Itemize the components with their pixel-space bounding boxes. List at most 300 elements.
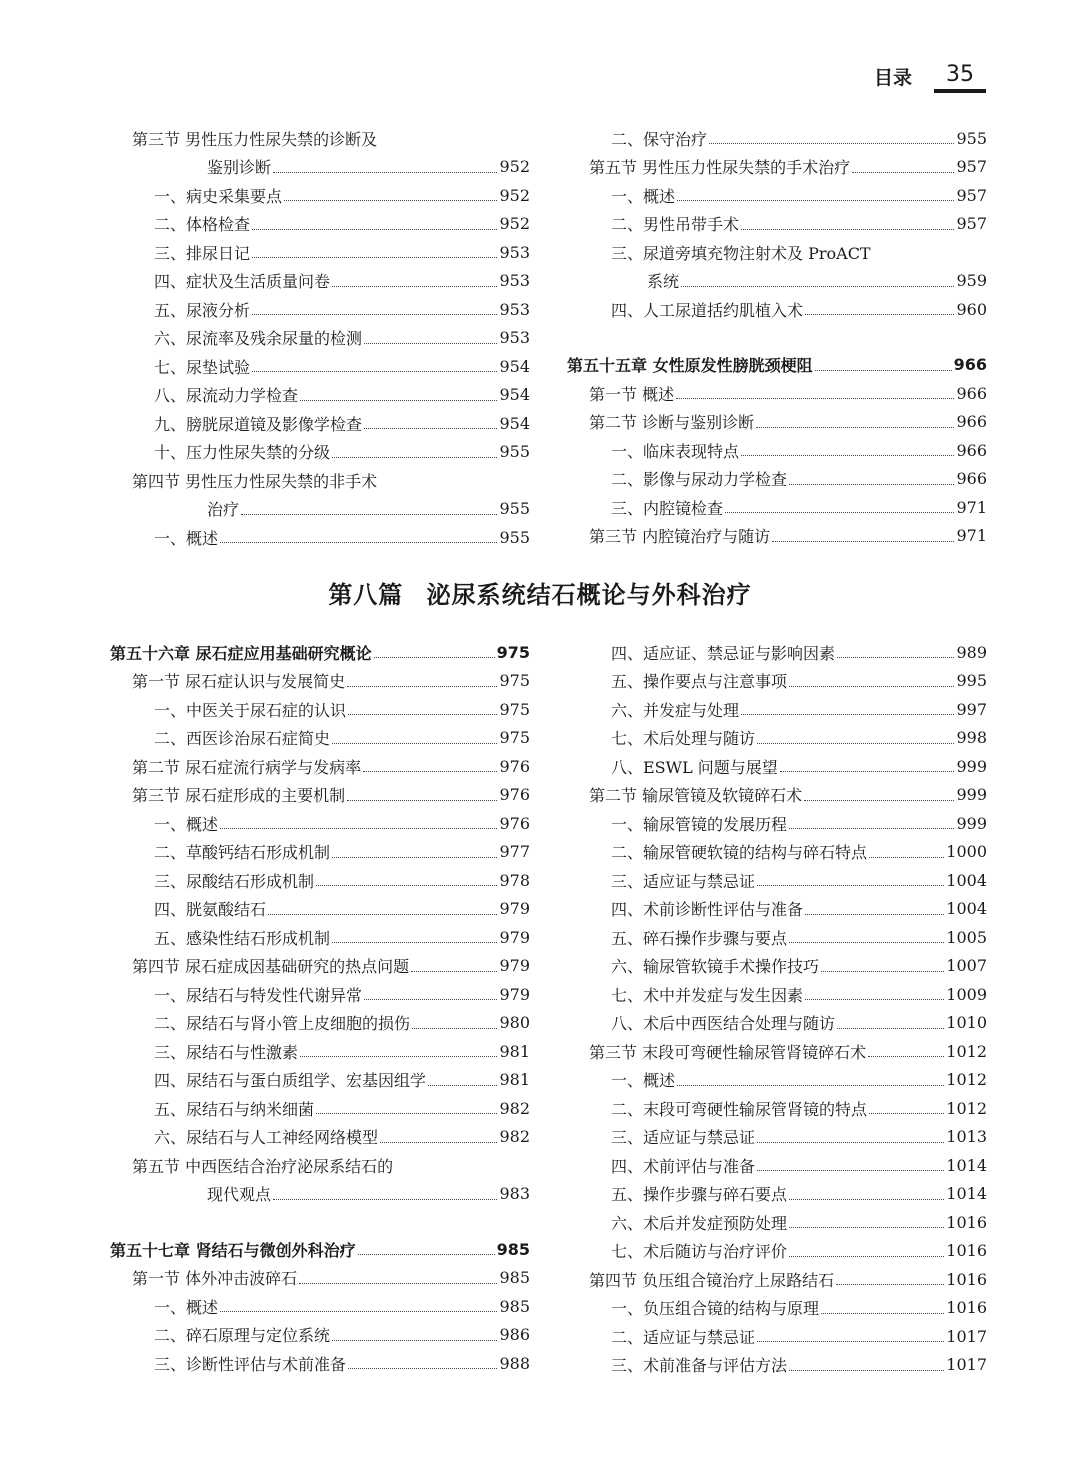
toc-entry-item [567,923,987,952]
toc-entry-item [567,181,987,210]
toc-entry-page: 955 [499,499,530,519]
toc-entry-text: 二、体格检查 [154,215,251,235]
toc-entry-page: 1016 [946,1241,987,1261]
dot-leader [789,1226,944,1228]
dot-leader [252,228,497,230]
toc-entry-cont [110,1180,530,1209]
dot-leader [364,427,497,429]
toc-entry-section [567,781,987,810]
toc-entry-text: 六、输尿管软镜手术操作技巧 [611,957,820,977]
dot-leader [348,713,497,715]
toc-entry-text: 四、症状及生活质量问卷 [154,272,331,292]
toc-entry-page: 1000 [946,842,987,862]
dot-leader [677,199,954,201]
toc-entry-item [567,667,987,696]
dot-leader [821,970,944,972]
toc-entry-item [110,1321,530,1350]
toc-entry-page: 976 [499,756,530,776]
header-title: 目录 [873,67,912,89]
toc-entry-section [110,1264,530,1293]
toc-entry-item [110,324,530,353]
toc-entry-page: 1013 [946,1127,987,1147]
toc-entry-item [567,1009,987,1038]
toc-entry-page: 1007 [946,956,987,976]
toc-entry-item [567,952,987,981]
toc-entry-page: 1005 [946,927,987,947]
toc-entry-page: 1010 [946,1013,987,1033]
dot-leader [252,313,497,315]
toc-entry-item [567,1322,987,1351]
dot-leader [273,1198,497,1200]
dot-leader [677,1084,944,1086]
dot-leader [220,827,497,829]
toc-entry-item [567,1351,987,1380]
toc-entry-page: 998 [956,728,987,748]
toc-entry-text: 二、尿结石与肾小管上皮细胞的损伤 [154,1014,411,1034]
toc-entry-item [567,638,987,667]
toc-entry-text: 五、碎石操作步骤与要点 [611,928,788,948]
toc-entry-section [110,752,530,781]
dot-leader [789,1369,944,1371]
toc-entry-page: 1012 [946,1098,987,1118]
toc-entry-text: 三、尿酸结石形成机制 [154,871,315,891]
toc-entry-item [567,724,987,753]
toc-entry-text: 二、影像与尿动力学检查 [611,470,788,490]
dot-leader [380,1141,497,1143]
toc-entry-item [110,1123,530,1152]
toc-entry-text: 一、概述 [154,1297,219,1317]
toc-entry-page: 981 [499,1070,530,1090]
dot-leader [241,513,497,515]
toc-entry-text: 八、尿流动力学检查 [154,386,299,406]
dot-leader [837,1027,944,1029]
toc-entry-text: 二、碎石原理与定位系统 [154,1326,331,1346]
toc-entry-text: 二、输尿管硬软镜的结构与碎石特点 [611,843,868,863]
toc-entry-page: 979 [499,899,530,919]
dot-leader [412,1027,497,1029]
dot-leader [273,171,497,173]
dot-leader [347,685,497,687]
toc-entry-text: 二、西医诊治尿石症简史 [154,729,331,749]
toc-entry-text: 六、并发症与处理 [611,700,740,720]
toc-entry-text: 第四节 负压组合镜治疗上尿路结石 [589,1270,835,1290]
dot-leader [709,142,954,144]
toc-entry-text: 四、适应证、禁忌证与影响因素 [611,643,836,663]
toc-entry-text: 第五十五章 女性原发性膀胱颈梗阻 [567,356,813,376]
dot-leader [789,483,954,485]
page-number: 35 [934,62,986,93]
dot-leader [789,1198,944,1200]
toc-entry-chapter [110,1235,530,1264]
toc-bottom-left-column [110,638,530,1398]
dot-leader [869,1112,944,1114]
toc-entry-page: 976 [499,813,530,833]
toc-entry-text: 一、临床表现特点 [611,441,740,461]
toc-entry-item [110,267,530,296]
dot-leader [681,285,954,287]
toc-entry-page: 953 [499,242,530,262]
toc-entry-item [110,1066,530,1095]
toc-entry-page: 957 [956,157,987,177]
dot-leader [789,941,944,943]
toc-entry-item [567,436,987,465]
dot-leader [347,799,497,801]
toc-entry-item [110,895,530,924]
toc-entry-text: 四、胱氨酸结石 [154,900,267,920]
toc-entry-text: 四、尿结石与蛋白质组学、宏基因组学 [154,1071,427,1091]
toc-entry-text: 第一节 体外冲击波碎石 [132,1269,298,1289]
dot-leader [363,770,497,772]
toc-entry-item [110,210,530,239]
toc-entry-item [110,980,530,1009]
toc-entry-page: 975 [499,699,530,719]
toc-entry-text: 三、诊断性评估与术前准备 [154,1354,347,1374]
toc-entry-text: 三、尿结石与性激素 [154,1042,299,1062]
toc-entry-page: 971 [956,526,987,546]
toc-entry-page: 953 [499,328,530,348]
toc-entry-page: 1014 [946,1184,987,1204]
toc-entry-text: 一、尿结石与特发性代谢异常 [154,985,363,1005]
toc-entry-item [567,124,987,153]
toc-entry-section [567,379,987,408]
toc-entry-text: 二、草酸钙结石形成机制 [154,843,331,863]
toc-entry-text: 八、ESWL 问题与展望 [611,757,778,777]
toc-entry-page: 954 [499,413,530,433]
toc-entry-item [567,980,987,1009]
toc-entry-text: 第五十七章 肾结石与微创外科治疗 [110,1240,356,1260]
toc-entry-page: 1017 [946,1355,987,1375]
toc-entry-page: 953 [499,271,530,291]
toc-entry-item [110,695,530,724]
toc-entry-text: 三、适应证与禁忌证 [611,871,756,891]
toc-entry-text: 一、中医关于尿石症的认识 [154,700,347,720]
toc-entry-page: 1016 [946,1298,987,1318]
toc-entry-page: 1014 [946,1155,987,1175]
dot-leader [868,1055,944,1057]
toc-entry-item [110,295,530,324]
toc-entry-page: 982 [499,1127,530,1147]
toc-entry-item [567,210,987,239]
toc-entry-text: 五、感染性结石形成机制 [154,928,331,948]
toc-entry-page: 999 [956,785,987,805]
dot-leader [772,540,954,542]
dot-leader [789,1255,944,1257]
toc-entry-item [567,695,987,724]
dot-leader [789,685,954,687]
dot-leader [332,742,497,744]
dot-leader [757,884,944,886]
toc-entry-page: 966 [956,440,987,460]
dot-leader [316,884,497,886]
toc-entry-text: 三、内腔镜检查 [611,498,724,518]
toc-entry-page: 983 [499,1184,530,1204]
toc-entry-text: 第三节 尿石症形成的主要机制 [132,786,346,806]
toc-entry-section [110,952,530,981]
toc-entry-text: 一、概述 [611,1071,676,1091]
toc-entry-page: 977 [499,842,530,862]
toc-entry-page: 979 [499,927,530,947]
toc-entry-page: 959 [956,271,987,291]
toc-entry-text: 一、概述 [611,186,676,206]
dot-leader [428,1084,497,1086]
toc-entry-item [110,724,530,753]
toc-entry-page: 953 [499,299,530,319]
toc-entry-item [110,923,530,952]
toc-entry-text: 三、排尿日记 [154,243,251,263]
toc-entry-text: 第三节 末段可弯硬性输尿管肾镜碎石术 [589,1042,867,1062]
toc-entry-section [567,153,987,182]
dot-leader [220,1310,497,1312]
toc-entry-text: 二、保守治疗 [611,129,708,149]
dot-leader [757,1340,944,1342]
dot-leader [364,342,497,344]
toc-entry-text: 一、病史采集要点 [154,186,283,206]
toc-entry-page: 955 [499,527,530,547]
toc-top-right-column [567,124,987,554]
toc-entry-item [567,238,987,267]
dot-leader [316,1112,497,1114]
toc-entry-item [110,523,530,552]
toc-entry-section [110,1151,530,1180]
toc-entry-text: 六、术后并发症预防处理 [611,1213,788,1233]
toc-entry-item [567,1094,987,1123]
dot-leader [332,1339,497,1341]
toc-entry-chapter [110,638,530,667]
toc-entry-item [110,181,530,210]
toc-entry-text: 十、压力性尿失禁的分级 [154,443,331,463]
toc-entry-text: 五、尿结石与纳米细菌 [154,1099,315,1119]
dot-leader [374,656,495,658]
toc-entry-item [567,838,987,867]
dot-leader [332,285,497,287]
dot-leader [741,454,954,456]
toc-entry-page: 954 [499,356,530,376]
toc-entry-text: 一、概述 [154,528,219,548]
toc-entry-text: 五、操作要点与注意事项 [611,672,788,692]
dot-leader [358,1253,495,1255]
toc-entry-page: 954 [499,385,530,405]
toc-entry-page: 995 [956,671,987,691]
dot-leader [805,913,944,915]
toc-entry-item [567,1237,987,1266]
dot-leader [757,1141,944,1143]
dot-leader [852,171,954,173]
toc-entry-text: 四、人工尿道括约肌植入术 [611,300,804,320]
toc-entry-text: 第五节 中西医结合治疗泌尿系结石的 [132,1156,394,1176]
toc-entry-text: 一、概述 [154,814,219,834]
toc-entry-text: 第三节 男性压力性尿失禁的诊断及 [132,129,378,149]
toc-entry-text: 鉴别诊断 [207,158,272,178]
toc-entry-cont [110,153,530,182]
dot-leader [299,1282,497,1284]
toc-entry-text: 第二节 尿石症流行病学与发病率 [132,757,362,777]
toc-entry-text: 七、术后处理与随访 [611,729,756,749]
dot-leader [725,511,954,513]
toc-entry-page: 999 [956,756,987,776]
toc-entry-section [110,781,530,810]
toc-entry-page: 960 [956,299,987,319]
toc-entry-section [110,667,530,696]
toc-entry-page: 985 [496,1239,530,1259]
dot-leader [741,228,954,230]
dot-leader [348,1367,497,1369]
dot-leader [364,998,497,1000]
dot-leader [332,456,497,458]
dot-leader [332,856,497,858]
toc-entry-text: 三、术前准备与评估方法 [611,1356,788,1376]
dot-leader [332,941,497,943]
toc-entry-text: 第五十六章 尿石症应用基础研究概论 [110,643,372,663]
toc-entry-text: 五、操作步骤与碎石要点 [611,1185,788,1205]
toc-entry-page: 980 [499,1013,530,1033]
toc-entry-section [567,1265,987,1294]
toc-entry-page: 976 [499,785,530,805]
toc-entry-item [567,295,987,324]
toc-entry-text: 二、男性吊带手术 [611,215,740,235]
dot-leader [869,856,944,858]
toc-entry-item [567,1123,987,1152]
toc-entry-item [567,1066,987,1095]
toc-entry-page: 975 [499,728,530,748]
toc-entry-text: 八、术后中西医结合处理与随访 [611,1014,836,1034]
toc-top-left-column [110,124,530,554]
toc-entry-page: 952 [499,214,530,234]
toc-entry-text: 五、尿液分析 [154,300,251,320]
toc-entry-page: 997 [956,699,987,719]
toc-entry-item [567,895,987,924]
toc-entry-page: 985 [499,1268,530,1288]
dot-leader [756,426,954,428]
dot-leader [268,913,497,915]
toc-entry-page: 966 [956,412,987,432]
toc-entry-item [567,1151,987,1180]
toc-entry-item [110,1292,530,1321]
toc-entry-item [567,752,987,781]
toc-entry-text: 七、术后随访与治疗评价 [611,1242,788,1262]
dot-leader [676,397,954,399]
toc-entry-page: 957 [956,214,987,234]
toc-entry-item [567,493,987,522]
toc-entry-text: 二、末段可弯硬性输尿管肾镜的特点 [611,1099,868,1119]
toc-entry-page: 1004 [946,870,987,890]
toc-entry-page: 1016 [946,1269,987,1289]
toc-entry-text: 四、术前诊断性评估与准备 [611,900,804,920]
toc-entry-page: 982 [499,1098,530,1118]
dot-leader [805,998,944,1000]
toc-entry-text: 七、术中并发症与发生因素 [611,985,804,1005]
toc-entry-item [110,866,530,895]
toc-entry-text: 第五节 男性压力性尿失禁的手术治疗 [589,158,851,178]
toc-entry-text: 第二节 输尿管镜及软镜碎石术 [589,786,803,806]
toc-entry-item [110,409,530,438]
dot-leader [815,369,952,371]
toc-entry-text: 现代观点 [207,1185,272,1205]
toc-entry-page: 1012 [946,1070,987,1090]
toc-entry-text: 一、输尿管镜的发展历程 [611,814,788,834]
toc-entry-item [110,1009,530,1038]
toc-entry-section [567,408,987,437]
toc-entry-text: 六、尿结石与人工神经网络模型 [154,1128,379,1148]
toc-entry-page: 1004 [946,899,987,919]
toc-entry-item [110,238,530,267]
dot-leader [300,1055,497,1057]
toc-entry-text: 系统 [647,272,680,292]
part-title: 第八篇 泌尿系统结石概论与外科治疗 [328,581,752,609]
toc-entry-item [567,465,987,494]
dot-leader [821,1312,944,1314]
toc-entry-page: 1009 [946,984,987,1004]
toc-entry-page: 1012 [946,1041,987,1061]
dot-leader [757,742,954,744]
toc-entry-page: 979 [499,984,530,1004]
toc-entry-section [110,466,530,495]
toc-entry-item [110,838,530,867]
toc-entry-page: 952 [499,157,530,177]
toc-entry-page: 1017 [946,1326,987,1346]
toc-entry-text: 第四节 尿石症成因基础研究的热点问题 [132,957,410,977]
toc-entry-item [110,809,530,838]
toc-entry-text: 第一节 概述 [589,384,675,404]
toc-entry-text: 二、适应证与禁忌证 [611,1327,756,1347]
toc-entry-item [110,1094,530,1123]
toc-entry-item [110,438,530,467]
toc-entry-item [110,1037,530,1066]
toc-entry-page: 957 [956,185,987,205]
toc-entry-page: 966 [953,355,987,375]
toc-entry-page: 999 [956,813,987,833]
toc-entry-item [567,866,987,895]
toc-entry-section [110,124,530,153]
toc-entry-item [567,1208,987,1237]
toc-entry-item [110,352,530,381]
toc-entry-item [567,809,987,838]
toc-entry-item [110,1349,530,1378]
toc-entry-page: 955 [956,128,987,148]
toc-entry-text: 九、膀胱尿道镜及影像学检查 [154,414,363,434]
toc-entry-chapter [567,351,987,380]
dot-leader [411,970,497,972]
toc-entry-item [110,381,530,410]
toc-entry-text: 三、尿道旁填充物注射术及 ProACT [611,243,871,263]
toc-entry-cont-item [567,267,987,296]
dot-leader [757,1169,944,1171]
toc-entry-item [567,1294,987,1323]
toc-entry-text: 六、尿流率及残余尿量的检测 [154,329,363,349]
dot-leader [837,656,954,658]
dot-leader [252,370,497,372]
toc-entry-page: 981 [499,1041,530,1061]
toc-entry-page: 975 [499,671,530,691]
toc-entry-page: 986 [499,1325,530,1345]
dot-leader [252,256,497,258]
toc-entry-page: 985 [499,1296,530,1316]
toc-entry-page: 966 [956,383,987,403]
toc-entry-text: 第二节 诊断与鉴别诊断 [589,413,755,433]
toc-entry-page: 979 [499,956,530,976]
dot-leader [300,399,497,401]
dot-leader [805,313,954,315]
toc-entry-page: 978 [499,870,530,890]
toc-bottom-right-column [567,638,987,1398]
toc-entry-cont [110,495,530,524]
toc-entry-page: 989 [956,642,987,662]
dot-leader [220,541,497,543]
toc-entry-text: 四、术前评估与准备 [611,1156,756,1176]
toc-entry-text: 第一节 尿石症认识与发展简史 [132,672,346,692]
toc-entry-text: 治疗 [207,500,240,520]
dot-leader [836,1283,944,1285]
toc-entry-text: 三、适应证与禁忌证 [611,1128,756,1148]
